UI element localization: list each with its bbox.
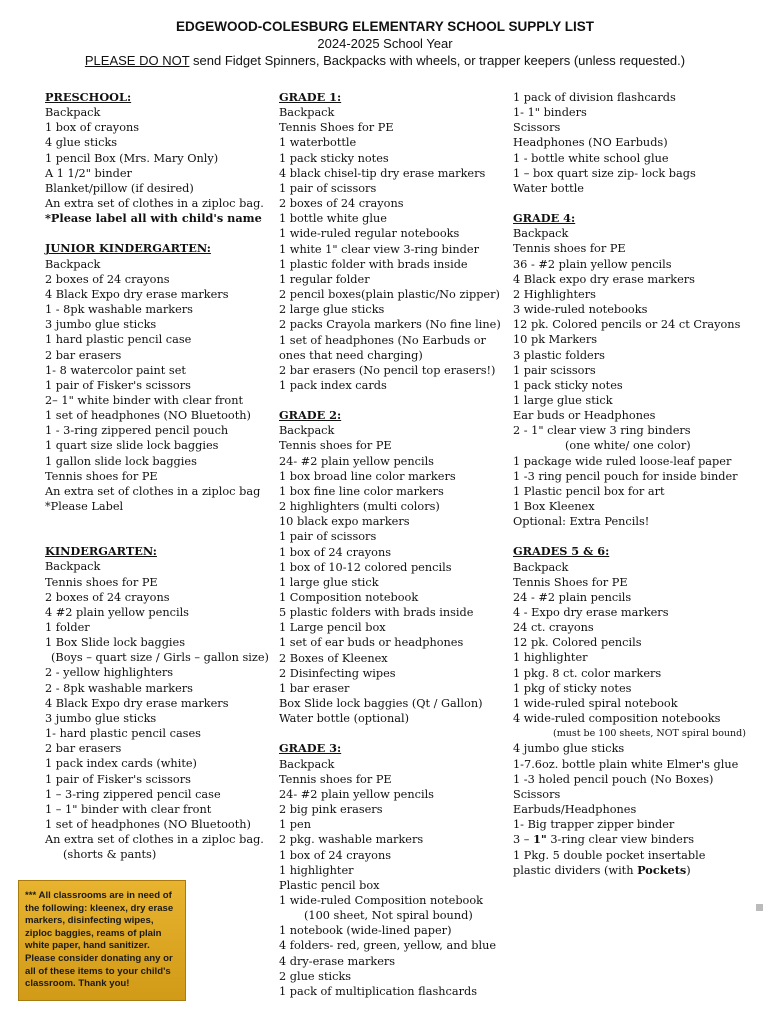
note-emphasis: PLEASE DO NOT (84, 53, 190, 68)
list-item: Tennis Shoes for PE (279, 121, 394, 135)
list-item: 1 notebook (wide-lined paper) (279, 924, 452, 938)
column-middle (279, 90, 509, 999)
list-item: 1 regular folder (279, 272, 370, 286)
item-list (513, 90, 753, 196)
list-item: 1 bar eraser (279, 681, 350, 695)
list-item: Backpack (279, 424, 335, 438)
list-item: 1 box of crayons (45, 121, 140, 135)
list-item: 2 - 1" clear view 3 ring binders (513, 424, 691, 438)
list-item: 1 white 1" clear view 3-ring binder (279, 242, 479, 256)
list-item: 1 box broad line color markers (279, 469, 456, 483)
list-item: 1 pair of scissors (279, 181, 377, 195)
list-item: 1- 8 watercolor paint set (45, 363, 186, 377)
header-note (0, 52, 770, 69)
list-item: 1- Big trapper zipper binder (513, 818, 675, 832)
list-item: 2 large glue sticks (279, 303, 385, 317)
list-item: Tennis shoes for PE (45, 469, 158, 483)
list-item: Box Slide lock baggies (Qt / Gallon) (279, 697, 483, 711)
section-title: GRADES 5 & 6: (513, 544, 610, 559)
list-item: 24 ct. crayons (513, 621, 594, 635)
list-item: 12 pk. Colored pencils (513, 636, 642, 650)
list-item: 1 - bottle white school glue (513, 151, 669, 165)
list-item: 1 pack of multiplication flashcards (279, 984, 478, 998)
list-item: Tennis shoes for PE (513, 242, 626, 256)
list-item: 4 Black Expo dry erase markers (45, 287, 229, 301)
list-item: 2 Highlighters (513, 287, 596, 301)
section-title: GRADE 1: (279, 90, 342, 104)
list-item: 2 pencil boxes(plain plastic/No zipper) (279, 288, 500, 302)
list-item (513, 832, 753, 847)
list-item: 2 highlighters (multi colors) (279, 500, 440, 514)
list-item: 4 - Expo dry erase markers (513, 606, 669, 619)
list-item: 1 set of headphones (No Earbuds or (279, 333, 486, 347)
list-item: Tennis shoes for PE (45, 575, 158, 589)
list-item: 2 Boxes of Kleenex (279, 651, 388, 665)
list-item: (one white/ one color) (565, 439, 691, 453)
list-item: Water bottle (optional) (279, 712, 410, 726)
list-item: 1 – 1" binder with clear front (45, 802, 212, 816)
list-item: 1 wide-ruled Composition notebook (279, 893, 483, 907)
list-item: 1-7.6oz. bottle plain white Elmer's glue (513, 757, 739, 771)
section-junior-kindergarten (45, 241, 270, 514)
section-title: GRADE 4: (513, 211, 576, 226)
list-item: 1 quart size slide lock baggies (45, 439, 219, 453)
list-item: 2 boxes of 24 crayons (45, 272, 170, 286)
section-grade-3-continued (513, 90, 753, 196)
list-item: 4 glue sticks (45, 136, 118, 150)
section-grade-4 (513, 211, 753, 529)
text: 3-ring clear view binders (546, 833, 695, 847)
list-item: 24 - #2 plain pencils (513, 590, 632, 604)
list-item: Scissors (513, 787, 561, 801)
list-item: 1- hard plastic pencil cases (45, 727, 201, 741)
item-list (45, 257, 270, 515)
list-item: 1- 1" binders (513, 106, 587, 120)
list-item: 1 box of 24 crayons (279, 545, 392, 559)
list-item: 10 black expo markers (279, 515, 410, 529)
list-item: 1 bottle white glue (279, 212, 387, 226)
list-item: Tennis shoes for PE (279, 772, 392, 786)
list-item: 2 pkg. washable markers (279, 833, 424, 847)
list-item: 1 Box Kleenex (513, 500, 595, 514)
list-item: Backpack (279, 757, 335, 771)
list-item: An extra set of clothes in a ziploc bag. (45, 197, 264, 211)
list-item: 1 Pkg. 5 double pocket insertable (513, 848, 706, 862)
list-item: Backpack (513, 560, 569, 574)
list-item: 1 Composition notebook (279, 591, 419, 604)
list-item: Backpack (279, 106, 335, 120)
list-item: 1 plastic folder with brads inside (279, 257, 468, 271)
list-item: 5 plastic folders with brads inside (279, 606, 474, 620)
list-item: 1 set of headphones (NO Bluetooth) (45, 409, 251, 423)
list-item: 1 pair of Fisker's scissors (45, 772, 191, 786)
list-item: Tennis Shoes for PE (513, 575, 628, 589)
list-item: Scissors (513, 121, 561, 135)
list-item: 1 set of ear buds or headphones (279, 636, 464, 650)
list-item: 1 gallon slide lock baggies (45, 454, 197, 468)
item-list (279, 423, 509, 726)
text: plastic dividers (with (513, 863, 638, 877)
document-title: EDGEWOOD-COLESBURG ELEMENTARY SCHOOL SUPPLY LIST (175, 19, 595, 34)
list-item: 1 - 3-ring zippered pencil pouch (45, 424, 229, 438)
list-item: 2 Disinfecting wipes (279, 666, 396, 680)
item-list (279, 757, 509, 909)
item-list (513, 226, 753, 438)
list-item: Water bottle (513, 181, 584, 195)
list-item: (100 sheet, Not spiral bound) (304, 909, 473, 923)
list-item: Headphones (NO Earbuds) (513, 136, 668, 150)
list-item: Tennis shoes for PE (279, 439, 392, 453)
list-item: Blanket/pillow (if desired) (45, 181, 194, 195)
list-item: 1 wide-ruled spiral notebook (513, 696, 678, 710)
list-item: 1 pack sticky notes (279, 151, 389, 165)
item-list (513, 560, 753, 727)
item-list (45, 105, 270, 211)
list-item: 1 highlighter (279, 863, 354, 877)
list-item: 1 wide-ruled regular notebooks (279, 227, 460, 241)
list-item: 1 pair of Fisker's scissors (45, 378, 191, 392)
list-item: 1 package wide ruled loose-leaf paper (513, 454, 732, 468)
list-item: (Boys – quart size / Girls – gallon size) (51, 651, 269, 665)
list-item: (shorts & pants) (63, 848, 157, 862)
list-item: 1 pen (279, 818, 311, 832)
text-bold: 1" (533, 832, 547, 847)
section-title: GRADE 2: (279, 408, 342, 423)
section-grades-5-6 (513, 544, 753, 877)
list-item: 2– 1" white binder with clear front (45, 393, 244, 407)
list-item: 1 pack of division flashcards (513, 91, 676, 104)
list-item: An extra set of clothes in a ziploc bag. (45, 833, 264, 847)
item-list (279, 923, 509, 999)
list-item: 1 box of 24 crayons (279, 848, 392, 862)
list-item: 1 Large pencil box (279, 621, 386, 635)
list-item: 4 jumbo glue sticks (513, 742, 625, 756)
list-item: 1 pack index cards (279, 378, 387, 392)
item-list (279, 105, 509, 393)
list-item: 3 wide-ruled notebooks (513, 303, 648, 317)
list-item: 1 Plastic pencil box for art (513, 484, 665, 498)
list-item: 2 big pink erasers (279, 803, 383, 817)
list-item: Optional: Extra Pencils! (513, 515, 650, 529)
list-item: 1 pencil Box (Mrs. Mary Only) (45, 151, 219, 165)
column-right (513, 90, 753, 878)
list-item: 4 Black expo dry erase markers (513, 272, 695, 286)
list-item: 1 pack sticky notes (513, 378, 623, 392)
section-grade-1 (279, 90, 509, 393)
text-bold: Pockets (637, 862, 687, 877)
list-item: 1 box of 10-12 colored pencils (279, 560, 452, 574)
list-item: 1 pkg. 8 ct. color markers (513, 666, 662, 680)
section-kindergarten (45, 544, 270, 862)
list-item: 1 pkg of sticky notes (513, 681, 632, 695)
list-item: 1 large glue stick (279, 575, 379, 589)
list-item: 2 glue sticks (279, 969, 352, 983)
list-item: 2 bar erasers (45, 348, 122, 362)
list-item: 24- #2 plain yellow pencils (279, 454, 434, 468)
list-item: 1 hard plastic pencil case (45, 333, 192, 347)
list-item: 4 #2 plain yellow pencils (45, 605, 189, 619)
item-list (45, 559, 270, 650)
school-year: 2024-2025 School Year (317, 36, 453, 51)
page-scroll-marker[interactable] (756, 904, 763, 911)
list-item: 1 Box Slide lock baggies (45, 636, 186, 650)
section-title: GRADE 3: (279, 741, 342, 756)
list-item: 1 pair of scissors (279, 530, 377, 544)
item-list (513, 741, 753, 832)
section-title: KINDERGARTEN: (45, 544, 157, 559)
list-item: 3 jumbo glue sticks (45, 318, 157, 332)
list-item: 2 bar erasers (45, 742, 122, 756)
list-item: 1 – 3-ring zippered pencil case (45, 787, 221, 801)
list-item: 12 pk. Colored pencils or 24 ct Crayons (513, 318, 741, 332)
list-item: 1 large glue stick (513, 393, 613, 407)
list-item: 1 waterbottle (279, 136, 357, 150)
list-item: 36 - #2 plain yellow pencils (513, 257, 672, 271)
list-item: 2 packs Crayola markers (No fine line) (279, 318, 501, 332)
list-item: 10 pk Markers (513, 333, 598, 347)
list-item: 1 pack index cards (white) (45, 757, 197, 771)
list-item: 1 – box quart size zip- lock bags (513, 166, 696, 180)
list-item: Backpack (45, 106, 101, 120)
list-item: 1 folder (45, 621, 90, 634)
list-item: An extra set of clothes in a ziploc bag (45, 484, 261, 498)
donation-notice: *** All classrooms are in need of the following: kleenex, dry erase markers, disinfecting wipes, ziploc baggies, reams of plain white paper, hand sanitizer. Please consider donating any or all of these items to your child's classroom. Thank you! (18, 880, 186, 1001)
list-item: 2 bar erasers (No pencil top erasers!) (279, 363, 496, 377)
item-list (45, 665, 270, 847)
note-text: send Fidget Spinners, Backpacks with wheels, or trapper keepers (unless requested.) (189, 53, 686, 68)
list-item: 2 - 8pk washable markers (45, 681, 193, 695)
text: ) (686, 863, 691, 877)
list-item: 1 -3 holed pencil pouch (No Boxes) (513, 772, 714, 786)
list-item: 1 box fine line color markers (279, 484, 444, 498)
list-item-note: (must be 100 sheets, NOT spiral bound) (553, 728, 746, 740)
column-left (45, 90, 270, 863)
list-item: Backpack (45, 257, 101, 271)
label-reminder: *Please label all with child's name (45, 211, 262, 226)
list-item: 1 - 8pk washable markers (45, 303, 193, 317)
list-item: 3 plastic folders (513, 348, 605, 362)
list-item: 4 Black Expo dry erase markers (45, 696, 229, 710)
list-item: Backpack (513, 227, 569, 241)
list-item: ones that need charging) (279, 348, 423, 362)
list-item: 2 boxes of 24 crayons (279, 197, 404, 211)
list-item: 4 black chisel-tip dry erase markers (279, 166, 486, 180)
list-item: A 1 1/2" binder (45, 166, 132, 180)
list-item: 4 wide-ruled composition notebooks (513, 712, 721, 726)
list-item: 4 dry-erase markers (279, 954, 396, 968)
list-item: *Please Label (45, 500, 124, 514)
list-item: 3 jumbo glue sticks (45, 711, 157, 725)
list-item: Plastic pencil box (279, 878, 380, 892)
text: 3 – (513, 833, 534, 847)
list-item: 1 set of headphones (NO Bluetooth) (45, 818, 251, 832)
section-title: JUNIOR KINDERGARTEN: (45, 241, 211, 256)
list-item: 2 - yellow highlighters (45, 666, 174, 680)
section-grade-3 (279, 741, 509, 999)
section-preschool (45, 90, 270, 226)
list-item: 4 folders- red, green, yellow, and blue (279, 939, 497, 953)
list-item: 1 -3 ring pencil pouch for inside binder (513, 469, 738, 483)
section-title: PRESCHOOL: (45, 90, 132, 104)
list-item: 2 boxes of 24 crayons (45, 590, 170, 604)
list-item: Ear buds or Headphones (513, 409, 656, 423)
list-item: Backpack (45, 560, 101, 574)
document-header (0, 18, 770, 69)
list-item: 1 pair scissors (513, 363, 596, 377)
list-item: 1 highlighter (513, 651, 588, 665)
list-item (513, 863, 753, 878)
section-grade-2 (279, 408, 509, 726)
item-list (513, 454, 753, 530)
list-item: 24- #2 plain yellow pencils (279, 787, 434, 801)
list-item: Earbuds/Headphones (513, 803, 637, 817)
